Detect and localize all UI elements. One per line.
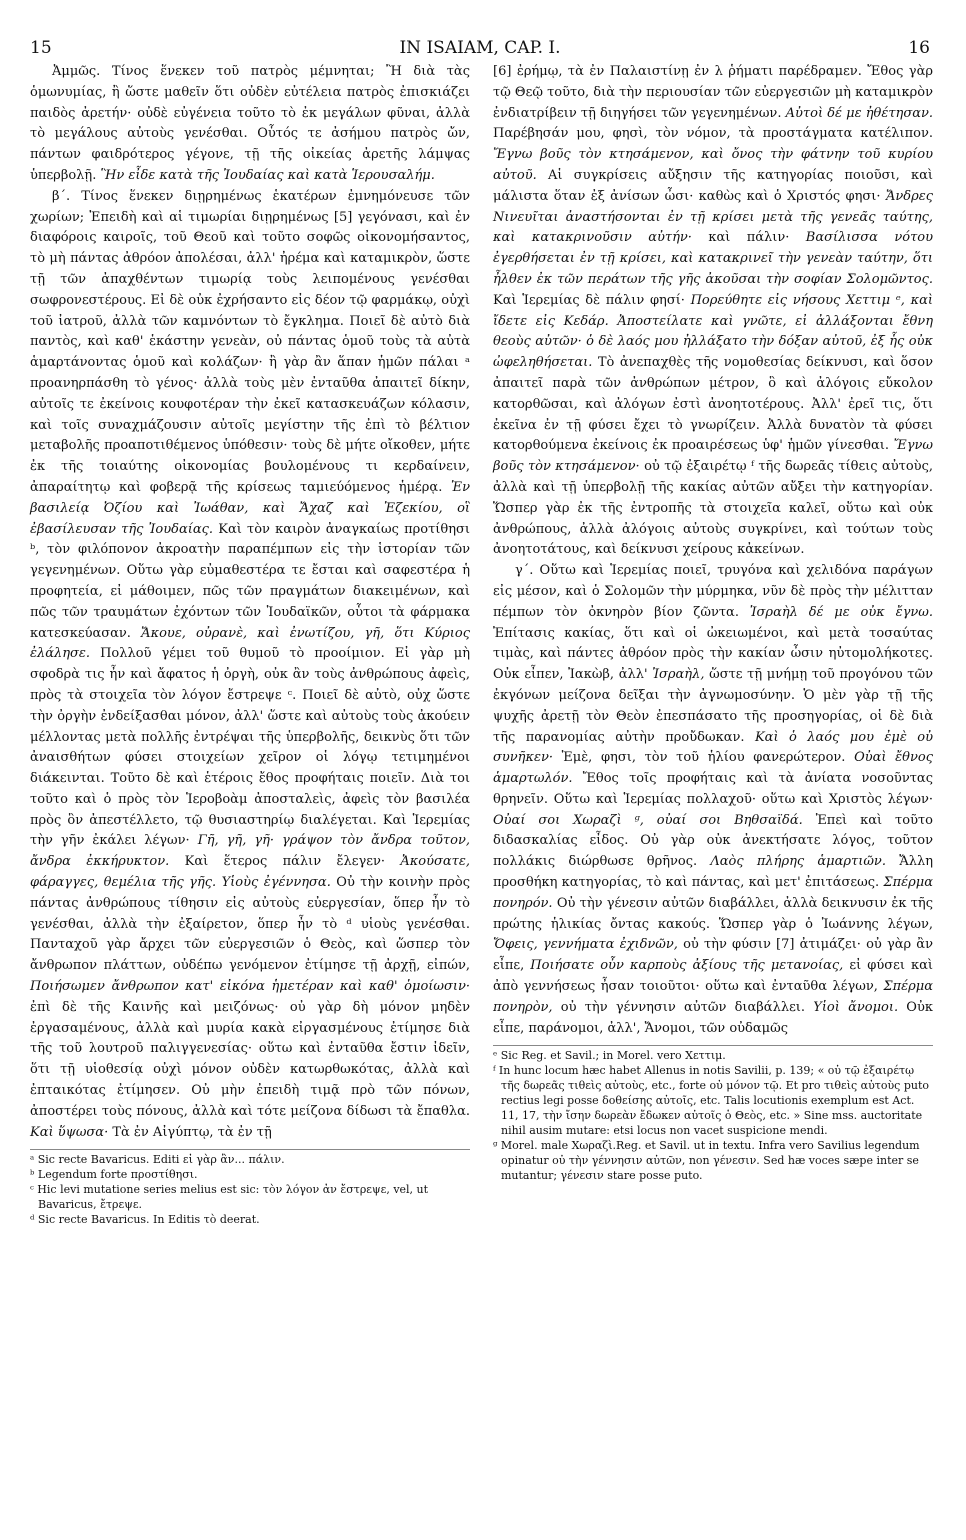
footnote: ᵈ Sic recte Bavaricus. In Editis τὸ deerat.	[30, 1213, 260, 1227]
scripture-quote: Ἄνδρες Νινευῖται ἀναστήσονται ἐν τῇ κρίσει μετὰ τῆς γενεᾶς ταύτης, καὶ κατακρινοῦσιν αὐτήν·	[493, 188, 933, 246]
scripture-quote: Ποιήσωμεν ἄνθρωπον κατ' εἰκόνα ἡμετέραν καὶ καθ' ὁμοίωσιν·	[30, 979, 470, 995]
scripture-quote: Υἱοὺς ἐγέννησα.	[221, 875, 337, 891]
scripture-quote: Ἣν εἶδε κατὰ τῆς Ἰουδαίας καὶ κατὰ Ἱερουσαλήμ.	[100, 167, 435, 183]
body-text: Ἐμὲ, φησι, τὸν τοῦ ἡλίου φανερώτερον.	[561, 750, 855, 766]
footnote: ᵇ Legendum forte προστίθησι.	[30, 1168, 198, 1182]
scripture-quote: Σπέρμα πονηρόν.	[493, 875, 933, 911]
body-text: Τὰ ἐν Αἰγύπτῳ, τὰ ἐν τῇ	[112, 1124, 272, 1140]
scripture-quote: Οὐαὶ ἔθνος ἁμαρτωλόν.	[493, 750, 933, 787]
footnote: ᵉ Sic Reg. et Savil.; in Morel. vero Χεττιμ.	[493, 1049, 726, 1063]
scripture-quote: Ἐν βασιλείᾳ Ὀζίου καὶ Ἰωάθαν, καὶ Ἄχαζ καὶ Ἐζεκίου, οἳ ἐβασίλευσαν τῆς Ἰουδαίας.	[30, 479, 470, 537]
body-text: ἐπὶ δὲ τῆς Καινῆς καὶ μειζόνως· οὐ γὰρ δὴ μόνον μηδὲν ἐργασαμένους, ἀλλὰ καὶ μυρία κακὰ εἰργασμένους ἐτίμησε διὰ τῆς τοῦ λουτροῦ παλιγγενεσίας· οὕτω καὶ ἐνταῦθα ἔστιν ἰδεῖν, ὅτι τῇ υἱοθεσίᾳ οὐχὶ μόνον οὐδὲν κατωρθωκότας, ἀλλὰ καὶ ἐπταικότας ἐτίμησεν. Οὐ μὴν ἐπειδὴ τιμᾷ πρὸ τῶν πόνων, ἀποστέρει τοὺς πόνους, ἀλλὰ καὶ τότε μείζονα δίδωσι τὰ ἔπαθλα.	[30, 999, 470, 1119]
left-column	[30, 62, 470, 1227]
body-text: Οὐ τὴν γένεσιν αὐτῶν διαβάλλει, ἀλλὰ δεικνυσιν ἐκ τῆς πρώτης ἡλικίας ὄντας κακούς. Ὥσπερ γὰρ ὁ Ἰωάννης λέγων,	[493, 895, 933, 932]
footnote: ᶜ Hic levi mutatione series melius est sic: τὸν λόγον ἀν ἔστρεψε, vel, ut Bavaricus, ἔτρεψε.	[30, 1183, 429, 1212]
scripture-quote: Καὶ ὕψωσα·	[30, 1124, 113, 1140]
scripture-quote: Ποιήσατε οὖν καρποὺς ἀξίους τῆς μετανοίας,	[530, 958, 850, 974]
body-text: Ἄλλη προσθήκη κατηγορίας, τὸ καὶ πάντας, καὶ μετ' ἐπιτάσεως.	[493, 854, 933, 891]
footnote: ᵍ Morel. male Χωραζὶ.Reg. et Savil. ut in textu. Infra vero Savilius legendum opinatur οὐ τὴν γέννησιν αὐτῶν, non γένεσιν. Sed hæ voces sæpe inter se mutantur; γένεσιν stare posse puto.	[493, 1139, 920, 1183]
running-title: IN ISAIAM, CAP. I.	[399, 38, 561, 58]
scripture-quote: Οὐαί σοι Χωραζὶ ᵍ, οὐαί σοι Βηθσαϊδά.	[493, 812, 816, 828]
footnotes	[30, 1149, 470, 1227]
body-text: ὥστε τῇ μνήμῃ τοῦ προγόνου τῶν ἐκγόνων μείζονα δεῖξαι τὴν ἀγνωμοσύνην. Ὁ μὲν γὰρ τῇ τῆς ψυχῆς ἀρετῇ τὸν Θεὸν ἐπεσπάσατο τῆς προσηγορίας, οἱ δὲ διὰ τῆς παρανομίας αὐτὴν προὔδωκαν.	[493, 667, 933, 745]
page-number-right: 16	[908, 38, 930, 58]
body-text: Ἐπεὶ καὶ τοῦτο διδασκαλίας εἶδος. Οὐ γὰρ οὐκ ἀνεκτήσατε λόγος, τοῦτον πολλάκις διώρθωσε θρῆνος.	[493, 812, 933, 870]
scripture-quote: Γῆ, γῆ, γῆ· γράψον τὸν ἄνδρα τοῦτον, ἄνδρα ἐκκήρυκτον.	[30, 833, 470, 870]
page-number-left: 15	[30, 38, 52, 58]
scripture-quote: Βασίλισσα νότου ἐγερθήσεται ἐν τῇ κρίσει, καὶ κατακρινεῖ τὴν γενεὰν ταύτην, ὅτι ἦλθεν ἐκ τῶν περάτων τῆς γῆς ἀκοῦσαι τὴν σοφίαν Σολομῶντος.	[493, 230, 934, 287]
body-text: Οὐ τὴν κοινὴν πρὸς πάντας ἀνθρώπους τίθησιν εἰς αὐτοὺς εὐεργεσίαν, ὅπερ ἦν τὸ γενέσθαι, ἀλλὰ τὴν ἐξαίρετον, ὅπερ ἦν τὸ ᵈ υἱοὺς γενέσθαι. Πανταχοῦ γὰρ ἄρχει τῶν εὐεργεσιῶν ὁ Θεὸς, καὶ ὥσπερ τὸν ἄνθρωπον πλάττων, οὐδέπω γενόμενον ἐτίμησε τῇ ἀρχῇ, εἰπών,	[30, 875, 470, 974]
body-text: Καὶ Ἱερεμίας δὲ πάλιν φησί·	[493, 292, 691, 308]
scripture-quote: Πορεύθητε εἰς νήσους Χεττιμ ᵉ, καὶ ἴδετε εἰς Κεδάρ. Ἀποστείλατε καὶ γνῶτε, εἰ ἀλλάξονται ἔθνη θεοὺς αὐτῶν· ὁ δὲ λαός μου ἠλλάξατο τὴν δόξαν αὐτοῦ, ἐξ ἧς οὐκ ὠφεληθήσεται.	[493, 292, 933, 371]
right-column	[493, 62, 933, 1183]
body-text: β΄. Τίνος ἕνεκεν διῃρημένως ἑκατέρων ἐμνημόνευσε τῶν χωρίων; Ἐπειδὴ καὶ αἱ τιμωρίαι διῃρημένως [5] γεγόνασι, καὶ ἐν διαφόροις καιροῖς, τοῦ Θεοῦ καὶ τοῦτο σοφῶς οἰκονομήσαντος, τὸ μὴ πάντας ἀθρόον ἀπολέσαι, ἀλλ' ἠρέμα καὶ καταμικρὸν, ὥστε τῇ τῶν ἀπαχθέντων τιμωρίᾳ τοὺς λειπομένους γενέσθαι σωφρονεστέρους. Εἰ δὲ οὐκ ἐχρήσαντο εἰς δέον τῷ φαρμάκῳ, οὐχὶ τοῦ ἰατροῦ, ἀλλὰ τῶν καμνόντων τὸ ἔγκλημα. Ποιεῖ δὲ αὐτὸ διὰ παντὸς, καὶ καθ' ἑκάστην γενεὰν, οὐ πάντας ὁμοῦ τοὺς τὰ αὐτὰ ἁμαρτάνοντας ὁμοῦ καὶ κολάζων· ἢ γὰρ ἂν ἅπαν ἡμῶν πάλαι ᵃ προανηρπάσθη τὸ γένος· ἀλλὰ τοὺς μὲν ἐνταῦθα ἀπαιτεῖ δίκην, αὐτοῖς τε ἐκείνοις κουφοτέραν τὴν ἐκεῖ κατασκευάζων κόλασιν, καὶ τοῖς συναχμάζουσιν αὐτοῖς μεγίστην τῆς ἐπὶ τὸ βέλτιον μεταβολῆς προαποτιθέμενος ὑπόθεσιν· τοὺς δὲ μήτε οἴκοθεν, μήτε ἐκ τῆς τοιαύτης οἰκονομίας βουλομένους τι κερδαίνειν, ἀπαραίτητῳ καὶ φοβερᾷ τῆς κρίσεως ταμιεύόμενος ἡμέρᾳ.	[30, 188, 470, 495]
body-text: Οὐκ εἶπε, παράνομοι, ἀλλ', Ἄνομοι, τῶν οὐδαμῶς	[493, 999, 933, 1036]
body-text: οὐ τὴν γέννησιν αὐτῶν διαβάλλει.	[560, 999, 814, 1015]
body-text: Καὶ ἕτερος πάλιν ἔλεγεν·	[184, 854, 401, 870]
scripture-quote: Καὶ ὁ λαός μου ἐμὲ οὐ συνῆκεν·	[493, 729, 933, 766]
footnote: ᶠ In hunc locum hæc habet Allenus in notis Savilii, p. 139; « οὐ τῷ ἐξαιρέτῳ τῆς δωρεᾶς τιθεὶς αὐτοὺς, etc., forte οὐ μόνον τῷ. Et pro τιθεὶς αὐτοὺς puto rectius legi posse δοθείσης αὐτοῖς, etc. Talis locutionis exemplum est Act. 11, 17, τὴν ἴσην δωρεὰν ἔδωκεν αὐτοῖς ὁ Θεὸς, etc. » Sine mss. auctoritate nihil ausim mutare: etsi locus non vacet suspicione mendi.	[493, 1064, 930, 1138]
body-text: οὐ τῷ ἐξαιρέτῳ ᶠ τῆς δωρεᾶς τίθεις αὐτοὺς, ἀλλὰ καὶ τῇ ὑπερβολῇ τῆς κακίας αὐτῶν αὔξει τὴν κατηγορίαν. Ὥσπερ γὰρ ἐκ τῆς ἐντροπῆς τὰ στοιχεῖα καλεῖ, οὕτω καὶ οὐκ ἀνθρώπους, ἀλλὰ ἀλόγοις αὐτοὺς συγκρίνει, καὶ τούτων τοὺς ἀνοητοτάτους, καὶ δείκνυσι χείρους κἀκείνων.	[493, 459, 933, 558]
scripture-quote: Λαὸς πλήρης ἁμαρτιῶν.	[710, 854, 900, 870]
body-text: Πολλοῦ γέμει τοῦ θυμοῦ τὸ προοίμιον. Εἰ γὰρ μὴ σφοδρὰ τις ἦν καὶ ἄφατος ἡ ὀργὴ, οὐκ ἂν τοὺς ἀνθρώπους ἀφεὶς, πρὸς τὰ στοιχεῖα τὸν λόγον ἔστρεψε ᶜ. Ποιεῖ δὲ αὐτὸ, οὐχ ὥστε τὴν ὀργὴν ἐνδείξασθαι μόνον, ἀλλ' ὥστε καὶ αὐτοὺς τοὺς ἀκούειν μέλλοντας μετὰ πολλῆς ἐντρέψαι τῆς ὑπερβολῆς, δεικνὺς ὅτι τῶν ἀναισθήτων φύσει στοιχείων χεῖρον οἱ λόγῳ τετιμημένοι διάκεινται. Τοῦτο δὲ καὶ ἑτέροις ἔθος προφήταις ποιεῖν. Διὰ τοι τοῦτο καὶ ὁ πρὸς τὸν Ἱεροβοὰμ ἀποσταλεὶς, ἀφεὶς τὸν βασιλέα πρὸς ὃν ἀπεστέλλετο, τῷ θυσιαστηρίῳ διαλέγεται. Καὶ Ἱερεμίας τὴν γῆν ἐκάλει λέγων·	[30, 646, 470, 849]
body-text: εἰ φύσει καὶ ἀπὸ γεννήσεως ἦσαν τοιοῦτοι· οὕτω καὶ ἐνταῦθα λέγων,	[493, 958, 933, 995]
body-text: Τὸ ἀνεπαχθὲς τῆς νομοθεσίας δείκνυσι, καὶ ὅσον ἀπαιτεῖ παρὰ τῶν ἀνθρώπων μέτρον, ὃ καὶ ἀλόγοις εὔκολον κατορθῶσαι, καὶ ἀλόγων ἐστὶ ἀνοητοτέρους. Ἀλλ' ἐρεῖ τις, ὅτι ἐκεῖνα ἐν τῇ φύσει ἔχει τὸ γνωρίζειν. Ἀλλὰ δυνατὸν τὰ φύσει κατορθούμενα ἐκείνοις ἐκ προαιρέσεως ὑφ' ἡμῶν γίνεσθαι.	[493, 355, 933, 454]
footnotes	[493, 1045, 933, 1183]
scripture-quote: Ἔγνω βοῦς τὸν κτησάμενον, καὶ ὄνος τὴν φάτνην τοῦ κυρίου αὐτοῦ.	[493, 147, 933, 183]
body-text: Αἱ συγκρίσεις αὔξησιν τῆς κατηγορίας ποιοῦσι, καὶ μάλιστα ὅταν ἐξ ἀνίσων ὦσι· καθὼς καὶ ὁ Χριστός φησι·	[493, 167, 933, 204]
body-text: Ἀμμῶς. Τίνος ἕνεκεν τοῦ πατρὸς μέμνηται; Ἢ διὰ τὰς ὁμωνυμίας, ἢ ὥστε μαθεῖν ὅτι οὐδὲν εὐτέλεια πατρὸς ἐπισκιάζει παιδὸς ἀρετήν· οὐδὲ εὐγένεια τοῦτο τὸ ἐκ μεγάλων φῦναι, ἀλλὰ τὸ μεγάλους αὐτοὺς γενέσθαι. Οὗτός τε ἀσήμου πατρὸς ὤν, πάντων φαιδρότερος γέγονε, τῇ τῆς οἰκείας ἀρετῆς λάμψας ὑπερβολῇ.	[30, 64, 470, 183]
body-text: οὐ τὴν φύσιν [7] ἀτιμάζει· οὐ γὰρ ἂν εἶπε,	[493, 937, 933, 974]
body-text: [6] ἐρήμῳ, τὰ ἐν Παλαιστίνῃ ἐν λ ῥήματι παρέδραμεν. Ἔθος γὰρ τῷ Θεῷ τοῦτο, διὰ τὴν περιουσίαν τῶν εὐεργεσιῶν μὴ καταμικρὸν ἐνδιατρίβειν τῇ διηγήσει τῶν γεγενημένων.	[493, 64, 933, 121]
scripture-quote: Υἱοὶ ἄνομοι.	[813, 999, 907, 1015]
scripture-quote: Ὄφεις, γεννήματα ἐχιδνῶν,	[493, 937, 684, 953]
body-text: Καὶ τὸν καιρὸν ἀναγκαίως προτίθησι ᵇ, τὸν φιλόπονον ἀκροατὴν παραπέμπων εἰς τὴν ἱστορίαν τῶν γεγενημένων. Οὕτω γὰρ εὐμαθεστέρα τε ἔσται καὶ σαφεστέρα ἡ προφητεία, εἰ μάθοιμεν, πῶς τῶν πραγμάτων διακειμένων, καὶ πῶς τῶν τραυμάτων ἐχόντων τῶν Ἰουδαϊκῶν, οὗτοι τὰ φάρμακα κατεσκεύασαν.	[30, 521, 470, 641]
scripture-quote: Αὐτοὶ δέ με ἠθέτησαν.	[785, 105, 934, 121]
paragraph	[30, 62, 470, 187]
body-text: Παρέβησάν μου, φησὶ, τὸν νόμον, τὰ προστάγματα κατέλιπον.	[493, 126, 933, 142]
scripture-quote: Σπέρμα πονηρὸν,	[493, 979, 933, 1015]
footnote: ᵃ Sic recte Bavaricus. Editi εἰ γὰρ ἂν... πάλιν.	[30, 1153, 285, 1167]
body-text: καὶ πάλιν·	[708, 230, 806, 246]
body-text: Ἔθος τοῖς προφήταις καὶ τὰ ἀνίατα νοσοῦντας θρηνεῖν. Οὕτω καὶ Ἱερεμίας πολλαχοῦ· οὕτω καὶ Χριστὸς λέγων·	[493, 771, 933, 807]
running-head	[30, 38, 930, 64]
paragraph	[493, 62, 933, 561]
body-text: Ἐπίτασις κακίας, ὅτι καὶ οἱ ὠκειωμένοι, καὶ μετὰ τοσαύτας τιμὰς, καὶ πάντες ἀθρόον πρὸς τὴν κακίαν ὦσιν ηὐτομολήκοτες. Οὐκ εἶπεν, Ἰακὼβ, ἀλλ'	[493, 625, 933, 683]
paragraph	[30, 187, 470, 1144]
paragraph	[493, 561, 933, 1039]
scripture-quote: Ἄκουε, οὐρανὲ, καὶ ἐνωτίζου, γῆ, ὅτι Κύριος ἐλάλησε.	[30, 625, 470, 662]
scripture-quote: Ἰσραὴλ δέ με οὐκ ἔγνω.	[749, 604, 933, 620]
scripture-quote: Ἰσραὴλ,	[652, 667, 710, 683]
scripture-quote: Ἀκούσατε, φάραγγες, θεμέλια τῆς γῆς.	[30, 854, 470, 891]
scripture-quote: Ἔγνω βοῦς τὸν κτησάμενον·	[493, 438, 933, 475]
body-text: γ΄. Οὕτω καὶ Ἱερεμίας ποιεῖ, τρυγόνα καὶ χελιδόνα παράγων εἰς μέσον, καὶ ὁ Σολομῶν τὴν μύρμηκα, νῦν δὲ πρὸς τὴν μέλιτταν πέμπων τὸν ὀκνηρὸν βίον ζῶντα.	[493, 563, 933, 620]
